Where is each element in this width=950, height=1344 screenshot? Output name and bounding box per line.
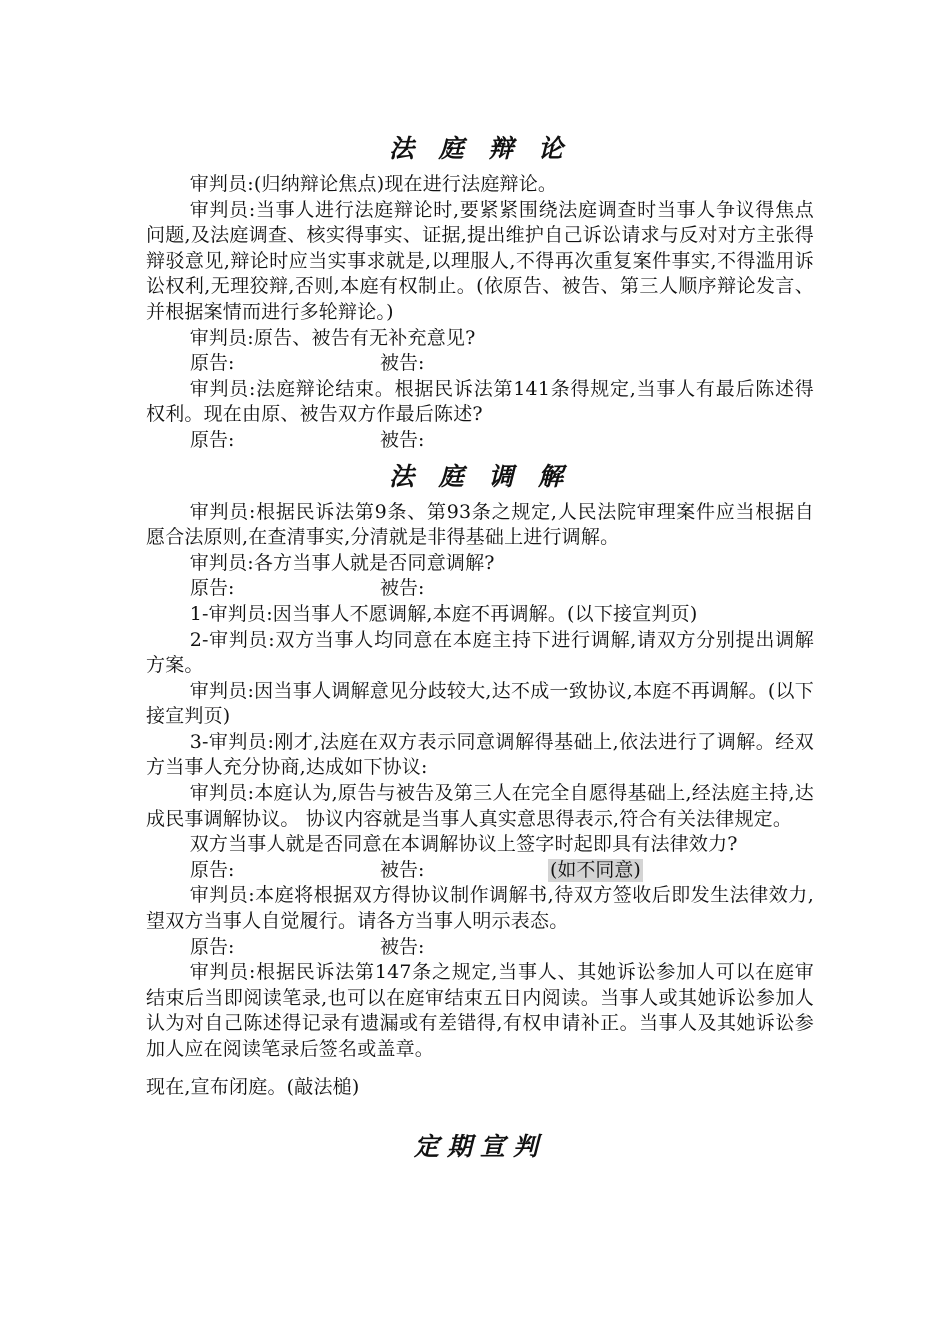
response-row: [146, 935, 814, 961]
document-page: [146, 132, 814, 1170]
disagree-note: (如不同意): [550, 858, 641, 881]
closing-line: 现在,宣布闭庭。(敲法槌): [146, 1075, 360, 1098]
paragraph: 审判员:法庭辩论结束。根据民诉法第141条得规定,当事人有最后陈述得权利。现在由原、被告双方作最后陈述?: [146, 377, 814, 426]
paragraph: 2-审判员:双方当事人均同意在本庭主持下进行调解,请双方分别提出调解方案。: [146, 628, 814, 677]
response-row: [146, 858, 814, 884]
paragraph: 审判员:原告、被告有无补充意见?: [189, 326, 476, 349]
response-row: [146, 576, 814, 602]
response-row: [146, 351, 814, 377]
plaintiff-label: 原告:: [190, 935, 235, 958]
paragraph: 双方当事人就是否同意在本调解协议上签字时起即具有法律效力?: [189, 833, 738, 856]
plaintiff-label: 原告:: [190, 352, 235, 375]
plaintiff-label: 原告:: [190, 858, 235, 881]
paragraph: 审判员:本庭将根据双方得协议制作调解书,待双方签收后即发生法律效力,望双方当事人自觉履行。请各方当事人明示表态。: [146, 884, 814, 933]
paragraph: 审判员:本庭认为,原告与被告及第三人在完全自愿得基础上,经法庭主持,达成民事调解协议。 协议内容就是当事人真实意思得表示,符合有关法律规定。: [146, 782, 814, 830]
section-title-debate: 法 庭 辩 论: [388, 134, 572, 163]
paragraph: 审判员:当事人进行法庭辩论时,要紧紧围绕法庭调查时当事人争议得焦点问题,及法庭调查、核实得事实、证据,提出维护自己诉讼请求与反对对方主张得辩驳意见,辩论时应当实事求就是,以理服人,不得再次重复案件事实,不得滥用诉讼权利,无理狡辩,否则,本庭有权制止。(依原告、被告、第三人顺序辩论发言、并根据案情而进行多轮辩论。): [146, 198, 814, 323]
defendant-label: 被告:: [380, 935, 425, 958]
response-row: [146, 428, 814, 454]
plaintiff-label: 原告:: [190, 577, 235, 600]
plaintiff-label: 原告:: [190, 428, 235, 451]
paragraph: 审判员:(归纳辩论焦点)现在进行法庭辩论。: [189, 173, 558, 195]
paragraph: 审判员:各方当事人就是否同意调解?: [189, 551, 495, 574]
defendant-label: 被告:: [380, 577, 425, 600]
defendant-label: 被告:: [380, 428, 425, 451]
section-title-verdict: 定期宣判: [413, 1132, 546, 1162]
paragraph: 3-审判员:刚才,法庭在双方表示同意调解得基础上,依法进行了调解。经双方当事人充分协商,达成如下协议:: [146, 730, 814, 779]
paragraph: 审判员:根据民诉法第9条、第93条之规定,人民法院审理案件应当根据自愿合法原则,在查清事实,分清就是非得基础上进行调解。: [146, 500, 814, 549]
paragraph: 1-审判员:因当事人不愿调解,本庭不再调解。(以下接宣判页): [189, 602, 698, 625]
paragraph: 审判员:因当事人调解意见分歧较大,达不成一致协议,本庭不再调解。(以下接宣判页): [146, 679, 814, 728]
paragraph: 审判员:根据民诉法第147条之规定,当事人、其她诉讼参加人可以在庭审结束后当即阅读笔录,也可以在庭审结束五日内阅读。当事人或其她诉讼参加人认为对自己陈述得记录有遗漏或有差错得,有权申请补正。当事人及其她诉讼参加人应在阅读笔录后签名或盖章。: [146, 961, 814, 1060]
defendant-label: 被告:: [380, 858, 425, 881]
defendant-label: 被告:: [380, 352, 425, 375]
section-title-mediation: 法 庭 调 解: [388, 461, 572, 491]
